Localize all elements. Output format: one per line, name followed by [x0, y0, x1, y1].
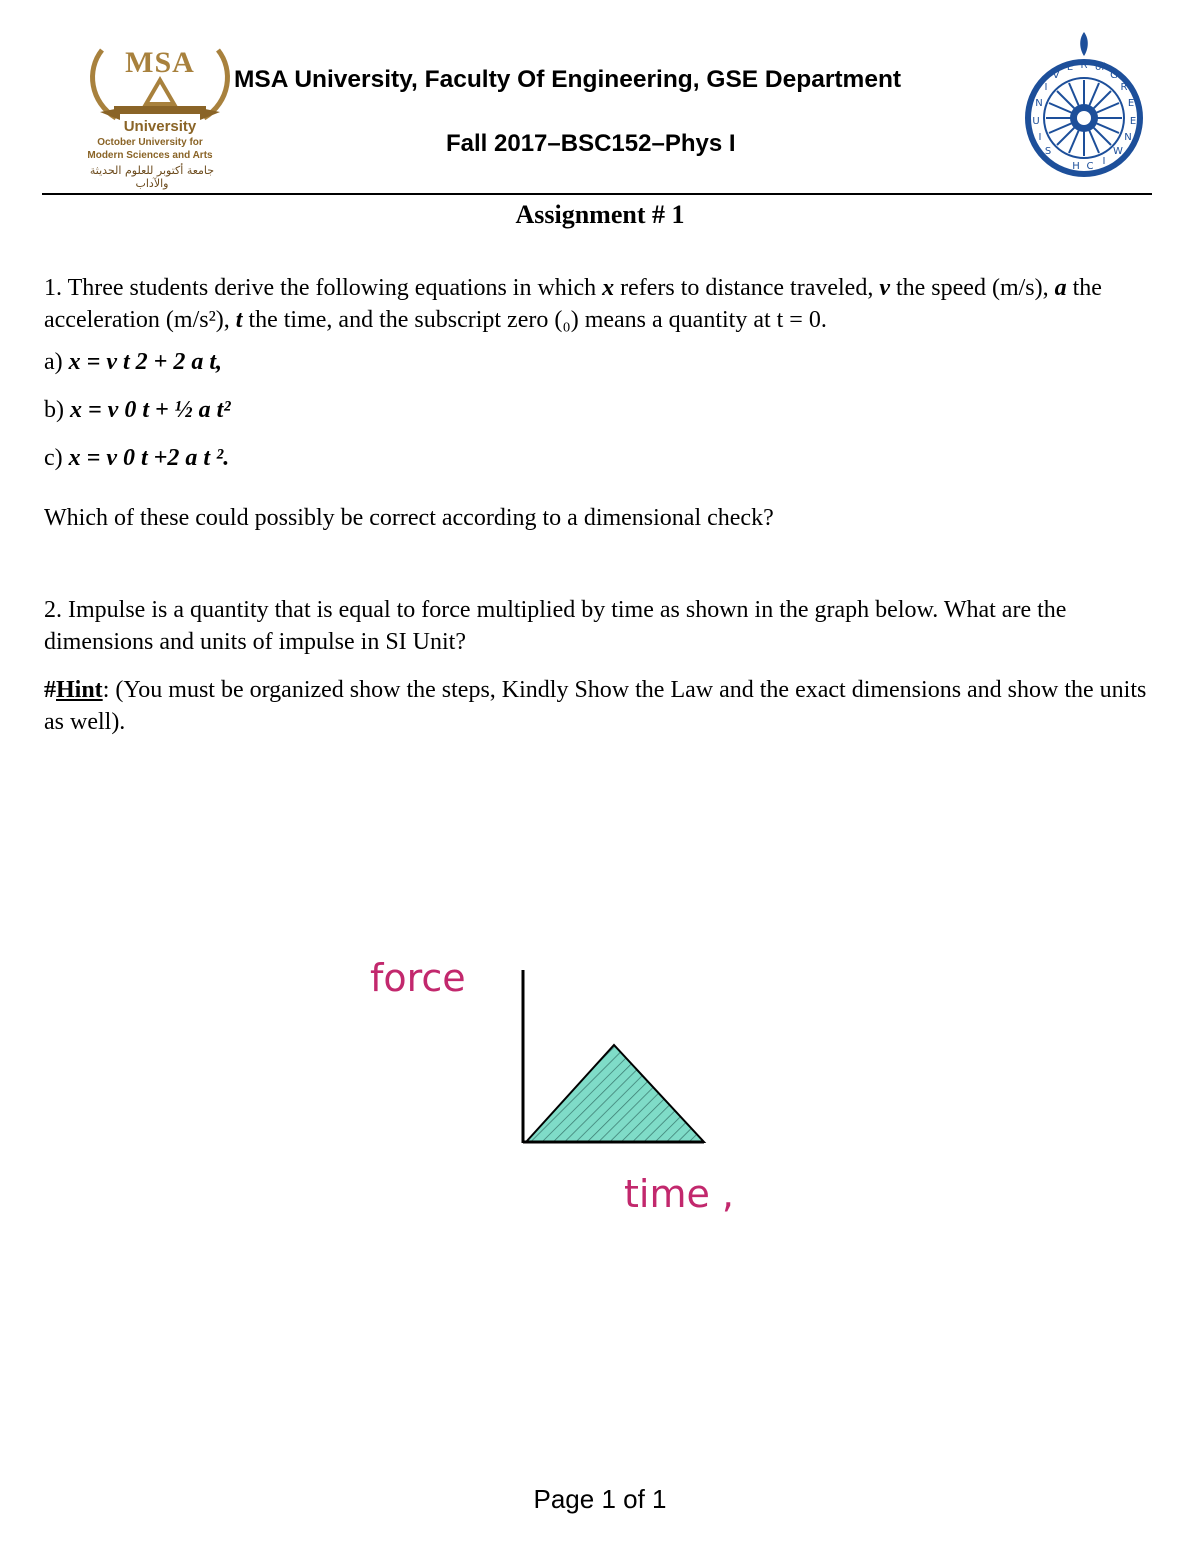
force-time-graph: [360, 950, 740, 1230]
msa-logo-tagline-2: Modern Sciences and Arts: [87, 150, 213, 161]
question-1-number: 1.: [44, 275, 62, 301]
hint-text: : (You must be organized show the steps, Kindly Show the Law and the exact dimensions and show the units as well).: [44, 677, 1147, 735]
svg-text:R: R: [1120, 82, 1128, 93]
svg-text:W: W: [1113, 146, 1123, 157]
question-1-prompt: Which of these could possibly be correct according to a dimensional check?: [44, 505, 774, 531]
svg-text:U: U: [1032, 116, 1040, 127]
greenwich-seal-icon: [1018, 28, 1150, 178]
option-label: b): [44, 397, 64, 423]
header-title-line-1: MSA University, Faculty Of Engineering, GSE Department: [234, 66, 902, 93]
svg-text:of: of: [1095, 62, 1105, 73]
hint-paragraph: [44, 674, 1152, 738]
svg-text:I: I: [1038, 132, 1042, 143]
hint-prefix: #: [44, 677, 56, 703]
msa-logo-tagline-1: October University for: [97, 137, 203, 148]
option-label: c): [44, 445, 63, 471]
svg-text:S: S: [1044, 146, 1052, 157]
svg-text:I: I: [1044, 82, 1048, 93]
msa-logo-arabic: جامعة أكتوبر للعلوم الحديثة والآداب: [89, 164, 215, 190]
svg-text:N: N: [1035, 98, 1043, 109]
q1-text-part: Three students derive the following equations in which: [62, 275, 603, 301]
var-x: x: [602, 275, 615, 301]
svg-text:E: E: [1127, 98, 1135, 109]
svg-text:C: C: [1086, 161, 1094, 172]
q1-text-part: the acceleration (m/s²),: [44, 275, 1102, 333]
option-label: a): [44, 349, 63, 375]
header-title-line-2: Fall 2017–BSC152–Phys I: [446, 130, 736, 157]
header-divider: [42, 193, 1152, 195]
page-footer: Page 1 of 1: [533, 1484, 667, 1514]
option-expression: x = v t 2 + 2 a t,: [68, 349, 222, 375]
equation-option-b: [44, 394, 1152, 432]
var-a: a: [1054, 275, 1067, 301]
svg-text:I: I: [1102, 156, 1106, 167]
graph-x-label: time ,: [624, 1172, 735, 1216]
svg-text:V: V: [1052, 70, 1060, 81]
equation-option-c: [44, 442, 1152, 480]
hint-label: Hint: [56, 677, 103, 703]
question-2-text: 2. Impulse is a quantity that is equal to force multiplied by time as shown in the graph below. What are the dimensions and units of impulse in SI Unit?: [44, 597, 1067, 655]
impulse-area-triangle: [526, 1045, 704, 1142]
svg-text:N: N: [1124, 132, 1132, 143]
equation-option-a: [44, 346, 1152, 384]
var-t: t: [235, 307, 243, 333]
question-1-text: [44, 272, 1152, 336]
option-expression: x = v 0 t + ½ a t²: [70, 397, 231, 423]
svg-text:E: E: [1066, 62, 1074, 73]
svg-text:R: R: [1080, 60, 1088, 71]
msa-logo-wordmark: MSA: [125, 46, 195, 79]
svg-text:G: G: [1110, 70, 1118, 81]
msa-logo-university: University: [123, 118, 197, 135]
svg-text:E: E: [1129, 116, 1137, 127]
svg-text:H: H: [1072, 161, 1080, 172]
q1-text-part: refers to distance traveled,: [614, 275, 880, 301]
q1-text-part: the speed (m/s),: [889, 275, 1055, 301]
assignment-title: Assignment # 1: [515, 200, 685, 229]
graph-y-label: force: [370, 956, 466, 1000]
option-expression: x = v 0 t +2 a t ².: [68, 445, 230, 471]
q1-text-part: the time, and the subscript zero (₀) means a quantity at t = 0.: [242, 307, 827, 333]
var-v: v: [879, 275, 890, 301]
document-header: [0, 0, 1200, 200]
msa-university-logo: [80, 40, 240, 190]
assignment-body: [44, 272, 1152, 738]
